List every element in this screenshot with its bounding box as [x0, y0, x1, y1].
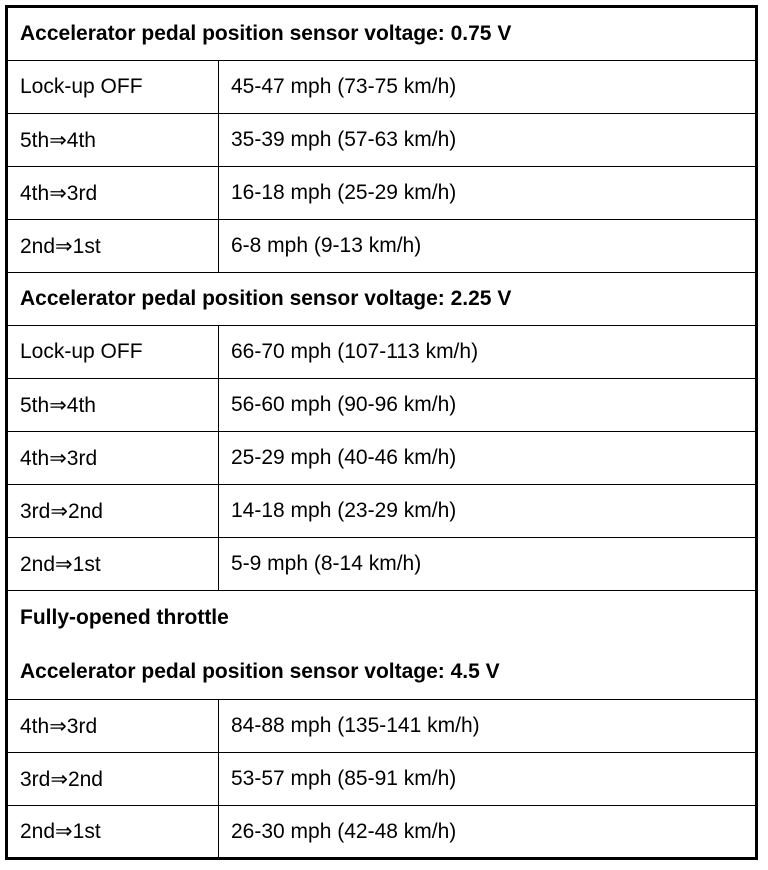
section-heading [7, 591, 757, 700]
shift-cell: 2nd⇒1st [7, 220, 219, 273]
table-row [7, 326, 757, 379]
shift-cell: 4th⇒3rd [7, 167, 219, 220]
shift-cell: 5th⇒4th [7, 379, 219, 432]
shift-cell: 3rd⇒2nd [7, 753, 219, 806]
speed-cell: 45-47 mph (73-75 km/h) [219, 61, 757, 114]
shift-cell: Lock-up OFF [7, 326, 219, 379]
speed-cell: 14-18 mph (23-29 km/h) [219, 485, 757, 538]
section-heading-line: Accelerator pedal position sensor voltage: 4.5 V [20, 660, 500, 683]
speed-cell: 35-39 mph (57-63 km/h) [219, 114, 757, 167]
speed-cell: 6-8 mph (9-13 km/h) [219, 220, 757, 273]
speed-cell: 84-88 mph (135-141 km/h) [219, 700, 757, 753]
table-row [7, 806, 757, 859]
shift-cell: 5th⇒4th [7, 114, 219, 167]
speed-cell: 5-9 mph (8-14 km/h) [219, 538, 757, 591]
table-row [7, 61, 757, 114]
table-row [7, 167, 757, 220]
section-heading: Accelerator pedal position sensor voltage: 2.25 V [7, 273, 757, 326]
shift-cell: 2nd⇒1st [7, 538, 219, 591]
table-row [7, 220, 757, 273]
section-heading: Accelerator pedal position sensor voltage: 0.75 V [7, 7, 757, 61]
section-heading-line: Fully-opened throttle [20, 606, 229, 629]
shift-cell: Lock-up OFF [7, 61, 219, 114]
speed-cell: 66-70 mph (107-113 km/h) [219, 326, 757, 379]
table-row [7, 485, 757, 538]
table-row [7, 538, 757, 591]
speed-cell: 53-57 mph (85-91 km/h) [219, 753, 757, 806]
speed-cell: 26-30 mph (42-48 km/h) [219, 806, 757, 859]
table-row [7, 114, 757, 167]
shift-cell: 4th⇒3rd [7, 700, 219, 753]
shift-cell: 2nd⇒1st [7, 806, 219, 859]
table-row [7, 753, 757, 806]
table-row [7, 700, 757, 753]
shift-cell: 4th⇒3rd [7, 432, 219, 485]
section-heading-row [7, 7, 757, 61]
speed-cell: 25-29 mph (40-46 km/h) [219, 432, 757, 485]
speed-cell: 56-60 mph (90-96 km/h) [219, 379, 757, 432]
section-heading-row [7, 591, 757, 700]
table-row [7, 432, 757, 485]
shift-cell: 3rd⇒2nd [7, 485, 219, 538]
shift-speed-table [5, 5, 758, 860]
table-row [7, 379, 757, 432]
section-heading-row [7, 273, 757, 326]
speed-cell: 16-18 mph (25-29 km/h) [219, 167, 757, 220]
